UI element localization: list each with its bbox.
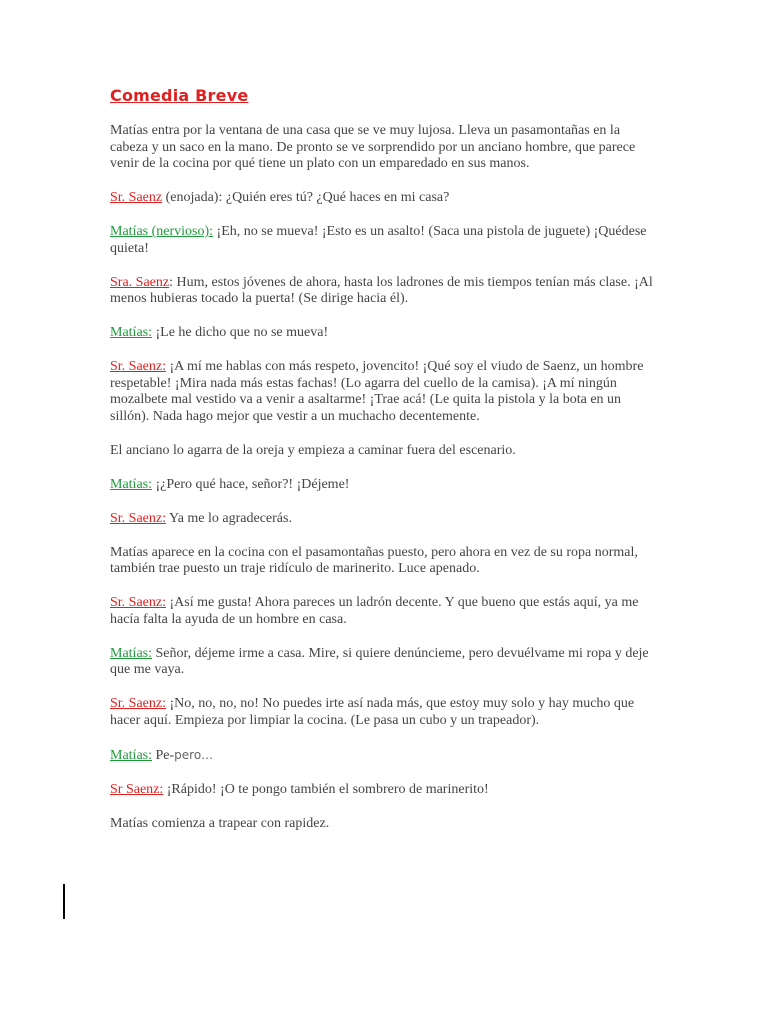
speaker-name: Sr. Saenz bbox=[110, 190, 163, 205]
speaker-name: Sr. Saenz: bbox=[110, 595, 166, 610]
dialogue-paragraph bbox=[110, 696, 656, 729]
paragraph-text: (enojada): ¿Quién eres tú? ¿Qué haces en mi casa? bbox=[162, 190, 450, 205]
speaker-name: Sr. Saenz: bbox=[110, 359, 166, 374]
stage-direction-paragraph bbox=[110, 443, 656, 460]
document-body[interactable] bbox=[110, 123, 656, 850]
speaker-name: Matías: bbox=[110, 325, 152, 340]
paragraph-text: ¡No, no, no, no! No puedes irte así nada más, que estoy muy solo y hay mucho que hacer aquí. Empieza por limpiar la cocina. (Le pasa un cubo y un trapeador). bbox=[110, 696, 635, 728]
paragraph-text: ¡Le he dicho que no se mueva! bbox=[152, 325, 329, 340]
paragraph-text: Ya me lo agradecerás. bbox=[166, 510, 292, 526]
paragraph-text: Matías entra por la ventana de una casa que se ve muy lujosa. Lleva un pasamontañas en la cabeza y un saco en la mano. De pronto se ve sorprendido por un anciano hombre, que parece venir de la cocina por qué tiene un plato con un emparedado en sus manos. bbox=[110, 123, 636, 171]
paragraph-text: Señor, déjeme irme a casa. Mire, si quiere denúncieme, pero devuélvame mi ropa y deje que me vaya. bbox=[110, 645, 649, 677]
dialogue-paragraph bbox=[110, 224, 656, 257]
dialogue-paragraph bbox=[110, 359, 656, 425]
paragraph-text: ¡Así me gusta! Ahora pareces un ladrón decente. Y que bueno que estás aquí, ya me hacía falta la ayuda de un hombre en casa. bbox=[110, 595, 639, 627]
paragraph-text: ¡A mí me hablas con más respeto, jovencito! ¡Qué soy el viudo de Saenz, un hombre respetable! ¡Mira nada más estas fachas! (Lo agarra del cuello de la camisa). ¡A mí ningún mozalbete mal vestido va a venir a asaltarme! ¡Trae acá! (Le quita la pistola y la bota en un sillón). Nada hago mejor que vestir a un muchacho decentemente. bbox=[110, 359, 644, 424]
speaker-name: Sr. Saenz: bbox=[110, 696, 166, 711]
document-title: Comedia Breve bbox=[110, 86, 249, 105]
dialogue-paragraph bbox=[110, 646, 656, 679]
speaker-name: Matías (nervioso): bbox=[110, 224, 214, 239]
speaker-name: Matías: bbox=[110, 476, 152, 492]
paragraph-text: Pe- bbox=[152, 747, 175, 763]
speaker-name: Matías: bbox=[110, 747, 152, 763]
speaker-name: Sra. Saenz bbox=[110, 274, 170, 290]
speaker-name: Sr Saenz: bbox=[110, 781, 164, 797]
speaker-name: Matías: bbox=[110, 645, 152, 661]
paragraph-text: Matías aparece en la cocina con el pasamontañas puesto, pero ahora en vez de su ropa normal, también trae puesto un traje ridículo de marinerito. Luce apenado. bbox=[110, 544, 638, 576]
paragraph-text: ¡Eh, no se mueva! ¡Esto es un asalto! (Saca una pistola de juguete) ¡Quédese quieta! bbox=[110, 224, 647, 256]
stage-direction-paragraph bbox=[110, 545, 656, 578]
dialogue-paragraph bbox=[110, 511, 656, 528]
paragraph-text: Matías comienza a trapear con rapidez. bbox=[110, 815, 330, 831]
paragraph-text: : Hum, estos jóvenes de ahora, hasta los ladrones de mis tiempos tenían más clase. ¡Al menos hubieras tocado la puerta! (Se dirige hacia él). bbox=[110, 274, 653, 306]
stage-direction-paragraph bbox=[110, 123, 656, 173]
paragraph-trailing-text: pero… bbox=[174, 747, 214, 762]
dialogue-paragraph bbox=[110, 325, 656, 342]
dialogue-paragraph bbox=[110, 275, 656, 308]
speaker-name: Sr. Saenz: bbox=[110, 510, 166, 526]
dialogue-paragraph bbox=[110, 190, 656, 207]
dialogue-paragraph bbox=[110, 782, 656, 799]
dialogue-paragraph bbox=[110, 747, 656, 765]
paragraph-text: El anciano lo agarra de la oreja y empieza a caminar fuera del escenario. bbox=[110, 442, 516, 458]
dialogue-paragraph bbox=[110, 477, 656, 494]
paragraph-text: ¡Rápido! ¡O te pongo también el sombrero de marinerito! bbox=[163, 781, 489, 797]
dialogue-paragraph bbox=[110, 595, 656, 628]
text-cursor bbox=[63, 884, 65, 919]
stage-direction-paragraph bbox=[110, 816, 656, 833]
paragraph-text: ¡¿Pero qué hace, señor?! ¡Déjeme! bbox=[152, 476, 350, 492]
